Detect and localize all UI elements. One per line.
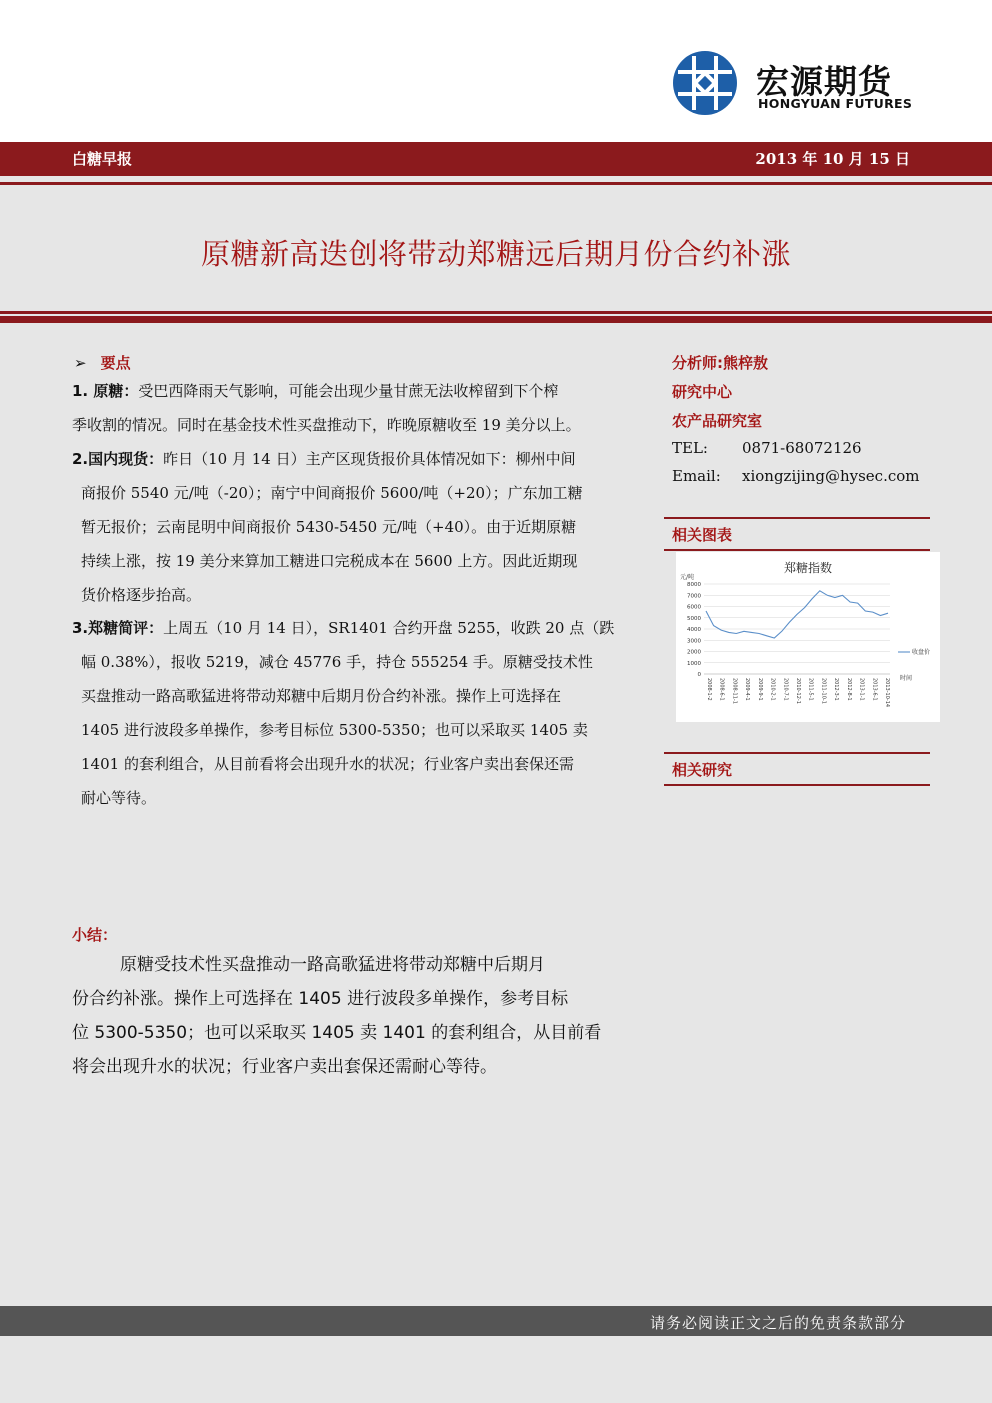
summary-line: 将会出现升水的状况；行业客户卖出套保还需耐心等待。	[72, 1057, 497, 1077]
summary-heading: 小结：	[72, 926, 118, 944]
related-chart-heading: 相关图表	[672, 526, 733, 544]
agri-research-dept: 农产品研究室	[672, 412, 763, 430]
related-research-header	[664, 752, 930, 786]
related-chart-header	[664, 517, 930, 551]
y-tick-label: 4000	[687, 627, 701, 633]
key-point-line: 商报价 5540 元/吨（-20）；南宁中间商报价 5600/吨（+20）；广东加工糖	[81, 484, 583, 502]
tel-label: TEL:	[672, 439, 708, 457]
x-tick-label: 2010-2-1	[769, 678, 776, 701]
header-divider	[0, 182, 992, 185]
disclaimer-note: 请务必阅读正文之后的免责条款部分	[649, 1314, 906, 1332]
key-point-line: 耐心等待。	[81, 789, 157, 807]
key-point-line: 买盘推动一路高歌猛进将带动郑糖中后期月份合约补涨。操作上可选择在	[81, 687, 562, 705]
y-tick-label: 7000	[687, 593, 701, 600]
x-tick-label: 2013-10-14	[884, 678, 890, 708]
key-points-heading-text: 要点	[100, 354, 131, 372]
report-category: 白糖早报	[72, 150, 133, 168]
x-tick-label: 2012-8-1	[845, 678, 852, 701]
chart-title: 郑糖指数	[783, 561, 833, 575]
key-point-line: 幅 0.38%），报收 5219，减仓 45776 手，持仓 555254 手。原糖受技术性	[81, 653, 593, 671]
key-point-label: 2.国内现货：	[72, 450, 164, 468]
x-axis-label: 时间	[900, 675, 913, 682]
key-point-line: 货价格逐步抬高。	[81, 586, 202, 604]
chart-svg	[676, 552, 940, 722]
brand-name-cn: 宏源期货	[756, 62, 892, 101]
company-logo	[672, 50, 922, 116]
summary-line: 原糖受技术性买盘推动一路高歌猛进将带动郑糖中后期月	[120, 955, 545, 975]
brand-name-en: HONGYUAN FUTURES	[758, 96, 913, 111]
bullet-arrow-icon: ➢	[74, 354, 87, 372]
analyst-name: 分析师:熊梓敖	[672, 354, 768, 372]
report-title: 原糖新高迭创将带动郑糖远后期月份合约补涨	[200, 237, 791, 271]
key-point-1	[72, 374, 638, 442]
key-point-2	[72, 442, 638, 612]
y-tick-label: 3000	[687, 638, 701, 645]
x-tick-label: 2009-9-1	[756, 678, 763, 701]
x-tick-label: 2008-6-1	[718, 678, 725, 701]
x-tick-label: 2009-4-1	[744, 678, 751, 701]
x-tick-label: 2012-3-1	[833, 678, 840, 701]
x-tick-label: 2008-11-1	[731, 678, 738, 704]
footer-bar	[0, 1306, 992, 1336]
logo-emblem-icon	[672, 50, 738, 116]
key-point-line: 昨日（10 月 14 日）主产区现货报价具体情况如下：柳州中间	[163, 450, 576, 468]
y-tick-label: 2000	[687, 649, 701, 656]
key-point-3	[72, 611, 638, 815]
research-center: 研究中心	[672, 383, 733, 401]
key-point-line: 季收割的情况。同时在基金技术性买盘推动下，昨晚原糖收至 19 美分以上。	[72, 416, 581, 434]
zhengtang-index-chart	[676, 552, 940, 722]
report-date: 2013 年 10 月 15 日	[755, 150, 910, 168]
y-tick-label: 8000	[687, 582, 701, 588]
x-tick-label: 2013-6-1	[871, 678, 878, 701]
summary-line: 位 5300-5350；也可以采取买 1405 卖 1401 的套利组合，从目前看	[72, 1023, 602, 1043]
summary-body	[72, 948, 638, 1084]
title-divider-thick	[0, 316, 992, 323]
x-tick-label: 2011-5-1	[807, 678, 814, 701]
legend-label: 收盘价	[912, 649, 931, 656]
x-tick-label: 2008-1-2	[706, 678, 712, 701]
key-point-line: 上周五（10 月 14 日），SR1401 合约开盘 5255，收跌 20 点（跌	[163, 619, 615, 637]
series-line-close-price	[706, 591, 888, 638]
x-tick-label: 2011-10-1	[820, 678, 827, 704]
summary-line: 份合约补涨。操作上可选择在 1405 进行波段多单操作，参考目标	[72, 989, 569, 1009]
x-tick-label: 2013-1-1	[858, 678, 865, 701]
y-axis-label: 元/吨	[680, 574, 695, 581]
tel-value: 0871-68072126	[742, 439, 862, 457]
y-tick-label: 5000	[687, 615, 701, 622]
key-point-line: 持续上涨，按 19 美分来算加工糖进口完税成本在 5600 上方。因此近期现	[81, 552, 578, 570]
key-point-label: 1. 原糖：	[72, 382, 139, 400]
title-divider-thin	[0, 311, 992, 314]
x-tick-label: 2010-7-1	[782, 678, 789, 701]
key-point-line: 受巴西降雨天气影响，可能会出现少量甘蔗无法收榨留到下个榨	[138, 382, 559, 400]
x-tick-label: 2010-12-1	[795, 678, 801, 704]
key-point-line: 暂无报价；云南昆明中间商报价 5430-5450 元/吨（+40）。由于近期原糖	[81, 518, 577, 536]
y-tick-label: 6000	[687, 604, 701, 611]
key-point-line: 1401 的套利组合，从目前看将会出现升水的状况；行业客户卖出套保还需	[81, 755, 574, 773]
key-points-heading	[74, 352, 131, 373]
key-point-line: 1405 进行波段多单操作，参考目标位 5300-5350；也可以采取买 1405 卖	[81, 721, 588, 739]
key-point-label: 3.郑糖简评：	[72, 619, 164, 637]
y-tick-label: 1000	[687, 660, 701, 667]
email-label: Email:	[672, 467, 721, 485]
y-tick-label: 0	[697, 672, 701, 678]
related-research-heading: 相关研究	[672, 761, 733, 779]
email-value[interactable]: xiongzijing@hysec.com	[742, 467, 920, 485]
